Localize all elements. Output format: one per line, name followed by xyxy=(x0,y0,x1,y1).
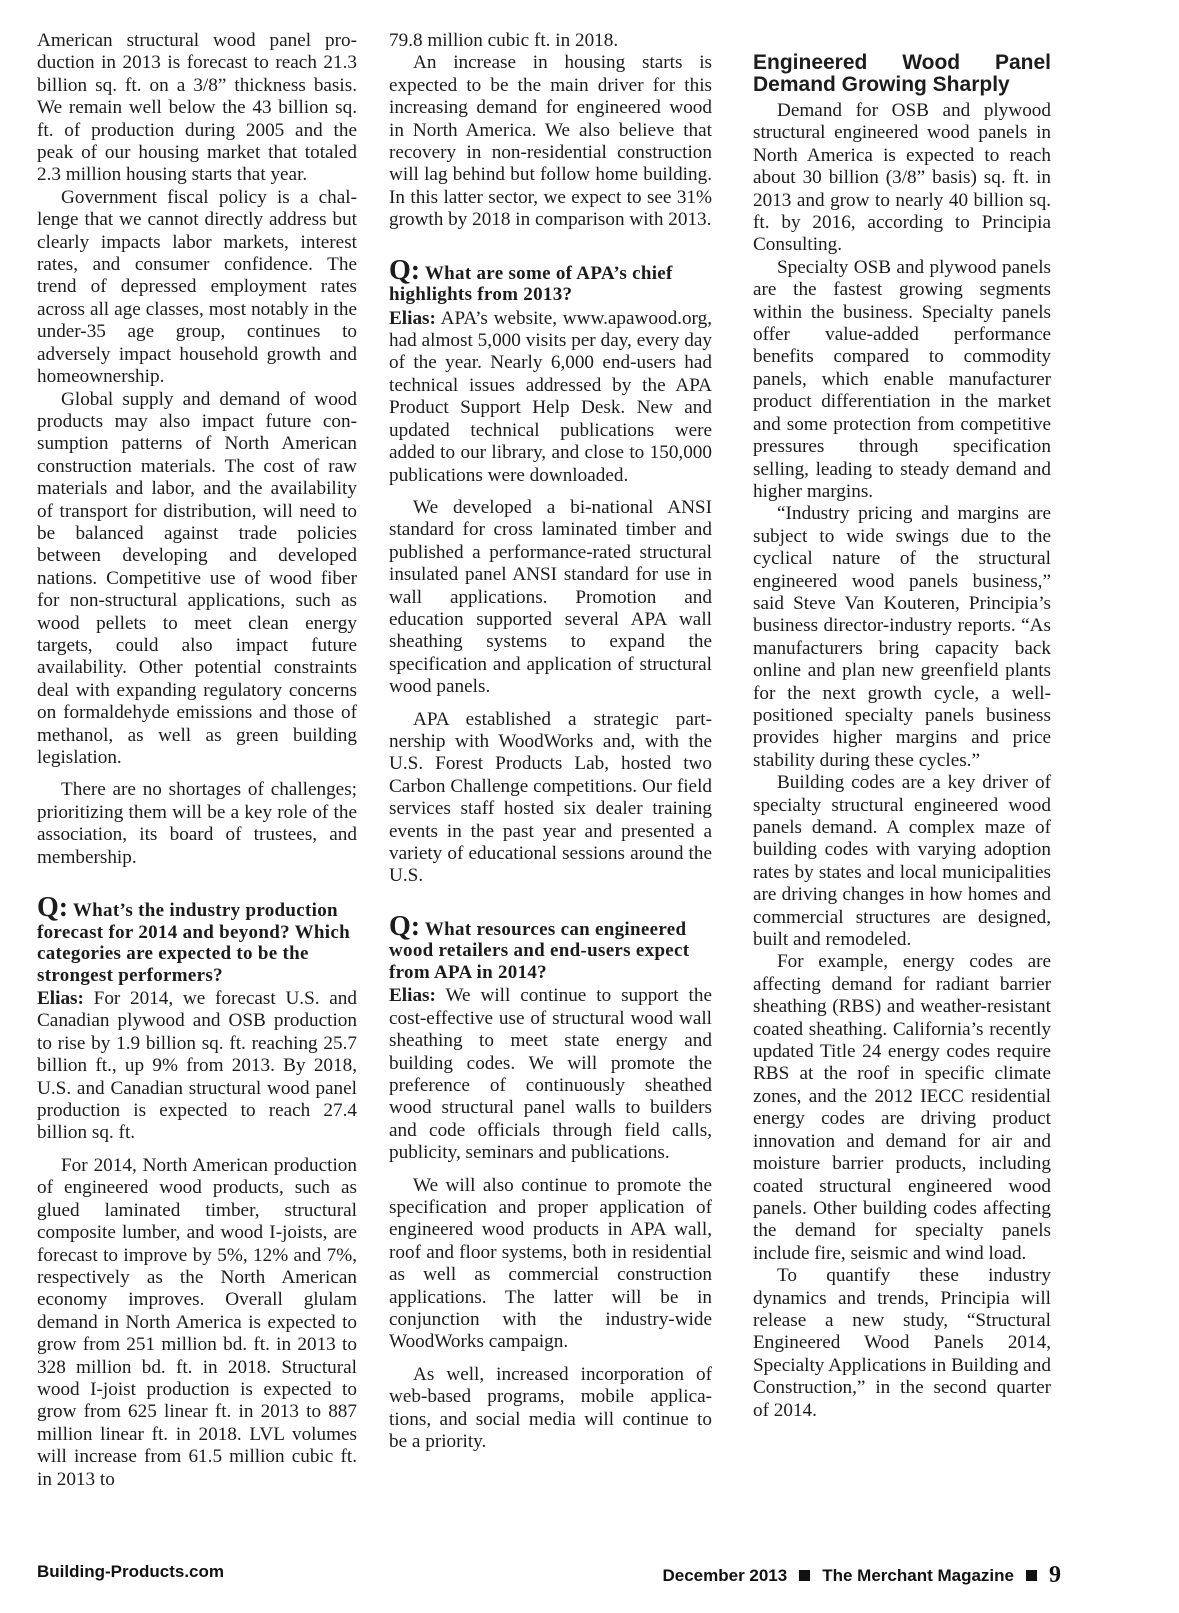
footer-folio xyxy=(662,1562,1061,1589)
question-text: What’s the industry production forecast for 2014 and beyond? Which categories are expected to be the strongest performers? xyxy=(37,900,350,986)
answer-paragraph: APA established a strategic partnership with WoodWorks and, with the U.S. Forest Products Lab, hosted two Carbon Challenge competitions. Our field services staff hosted six dealer training events in the past year and presented a variety of educational sessions around the U.S. xyxy=(389,708,712,887)
question-text: What are some of APA’s chief highlights from 2013? xyxy=(389,262,673,306)
square-bullet-icon xyxy=(799,1570,810,1581)
column-sidebar xyxy=(753,52,1051,1422)
answer-paragraph: For 2014, North American production of engineered wood products, such as glued laminated timber, structural composite lumber, and wood I-joists, are forecast to improve by 5%, 12% and 7%, respectively as the North American economy improves. Overall glulam demand in North America is expected to grow from 251 million bd. ft. in 2013 to 328 million bd. ft. in 2018. Structural wood I-joist production is expected to grow from 625 linear ft. in 2013 to 887 million linear ft. in 2018. LVL volumes will increase from 61.5 million cubic ft. in 2013 to xyxy=(37,1154,357,1490)
sidebar-paragraph: “Industry pricing and margins are subject to wide swings due to the cyclical nature of the structural engineered wood panels business,” said Steve Van Kouteren, Principia’s business director-industry reports. “As manufacturers bring capacity back online and plan new greenfield plants for the next growth cycle, a well-positioned specialty panels business provides higher margins and price stability during these cycles.” xyxy=(753,503,1051,771)
answer-text: We will continue to support the cost-effective use of structural wood wall sheathing to meet state energy and building codes. We will promote the preference of continuously sheathed wood structural panel walls to builders and code officials through field calls, publicity, seminars and publications. xyxy=(389,985,712,1164)
answer-paragraph xyxy=(389,308,712,487)
body-paragraph: An increase in housing starts is expected to be the main driver for this increasing demand for engineered wood in North America. We also believe that recovery in non-residential construction will lag behind but follow home building. In this latter sector, we expect to see 31% growth by 2018 in comparison with 2013. xyxy=(389,52,712,231)
speaker-label: Elias: xyxy=(389,307,436,329)
question-mark-label: Q: xyxy=(37,892,69,924)
question-heading xyxy=(389,254,712,306)
question-mark-label: Q: xyxy=(389,910,421,942)
column-middle xyxy=(389,30,712,1453)
body-paragraph: There are no shortages of challenges; prioritizing them will be a key role of the association, its board of trustees, and membership. xyxy=(37,779,357,868)
sidebar-paragraph: Demand for OSB and plywood structural engineered wood panels in North America is expected to reach about 30 billion (3/8” basis) sq. ft. in 2013 and grow to nearly 40 billion sq. ft. by 2016, according to Principia Consulting. xyxy=(753,100,1051,256)
footer-magazine: The Merchant Magazine xyxy=(822,1565,1014,1585)
answer-paragraph xyxy=(389,985,712,1164)
footer-date: December 2013 xyxy=(662,1565,788,1585)
body-paragraph: 79.8 million cubic ft. in 2018. xyxy=(389,30,619,51)
question-heading xyxy=(389,910,712,984)
question-mark-label: Q: xyxy=(389,254,421,286)
speaker-label: Elias: xyxy=(389,985,436,1007)
question-heading xyxy=(37,892,357,986)
answer-text: For 2014, we forecast U.S. and Canadian plywood and OSB production to rise by 1.9 billion sq. ft. reaching 25.7 billion ft., up 9% from 2013. By 2018, U.S. and Canadian structural wood panel production is expected to reach 27.4 billion sq. ft. xyxy=(37,988,357,1144)
sidebar-paragraph: Building codes are a key driver of specialty structural engineered wood panels demand. A complex maze of building codes with varying adoption rates by states and local municipalities are driving changes in how homes and commercial structures are designed, built and remodeled. xyxy=(753,772,1051,951)
sidebar-paragraph: For example, energy codes are affecting demand for radiant barrier sheathing (RBS) and weather-resistant coated sheathing. California’s recently updated Title 24 energy codes require RBS at the roof in specific climate zones, and the 2012 IECC residential energy codes are driving product innovation and demand for air and moisture barrier products, including coated structural engineered wood panels. Other building codes affecting the demand for specialty panels include fire, seismic and wind load. xyxy=(753,951,1051,1264)
question-text: What resources can engineered wood retailers and end-users expect from APA in 2014? xyxy=(389,918,690,983)
column-left xyxy=(37,30,357,1491)
square-bullet-icon xyxy=(1026,1570,1037,1581)
answer-paragraph: We will also continue to promote the specification and proper application of engineered wood products in APA wall, roof and floor systems, both in residential as well as commercial construction applications. The latter will be in conjunction with the industry-wide WoodWorks campaign. xyxy=(389,1174,712,1353)
answer-paragraph: We developed a bi-national ANSI standard for cross laminated timber and published a performance-rated structural insulated panel ANSI standard for use in wall applications. Promotion and education supported several APA wall sheathing systems to expand the specification and application of structural wood panels. xyxy=(389,496,712,698)
page-number: 9 xyxy=(1049,1562,1061,1588)
answer-paragraph: As well, increased incorporation of web-based programs, mobile applications, and social media will continue to be a priority. xyxy=(389,1363,712,1453)
speaker-label: Elias: xyxy=(37,988,84,1010)
sidebar-paragraph: Specialty OSB and plywood panels are the fastest growing segments within the business. Specialty panels offer value-added performance benefits compared to commodity panels, which enable manufacturer product differentiation in the market and some protection from competitive pressures through specification selling, leading to steady demand and higher margins. xyxy=(753,256,1051,502)
answer-paragraph xyxy=(37,988,357,1145)
answer-text: APA’s website, www.apawood.org, had almost 5,000 visits per day, every day of the year. Nearly 6,000 end-users had technical issues addressed by the APA Product Support Help Desk. New and updated technical publications were added to our library, and close to 150,000 publications were downloaded. xyxy=(389,307,712,486)
sidebar-title: Engineered Wood Panel Demand Growing Sharply xyxy=(753,51,1051,96)
body-paragraph: Government fiscal policy is a challenge that we cannot directly address but clearly impacts labor markets, interest rates, and consumer confidence. The trend of depressed employment rates across all age classes, most notably in the under-35 age group, continues to adversely impact household growth and homeownership. xyxy=(37,186,357,388)
sidebar-paragraph: To quantify these industry dynamics and trends, Principia will release a new study, “Structural Engineered Wood Panels 2014, Specialty Applications in Building and Construction,” in the second quarter of 2014. xyxy=(753,1265,1051,1421)
body-paragraph: Global supply and demand of wood products may also impact future consumption patterns of North American construction materials. The cost of raw materials and labor, and the availability of transport for distribution, will need to be balanced against trade policies between developing and developed nations. Competitive use of wood fiber for non-structural applications, such as wood pellets to meet clean energy targets, could also impact future availability. Other potential constraints deal with expanding regulatory concerns on formaldehyde emissions and those of methanol, as well as green building legislation. xyxy=(37,388,357,768)
footer-website: Building-Products.com xyxy=(37,1562,224,1581)
body-paragraph: American structural wood panel production in 2013 is forecast to reach 21.3 billion sq. ft. on a 3/8” thickness basis. We remain well below the 43 billion sq. ft. of production during 2005 and the peak of our housing market that totaled 2.3 million housing starts that year. xyxy=(37,30,357,186)
